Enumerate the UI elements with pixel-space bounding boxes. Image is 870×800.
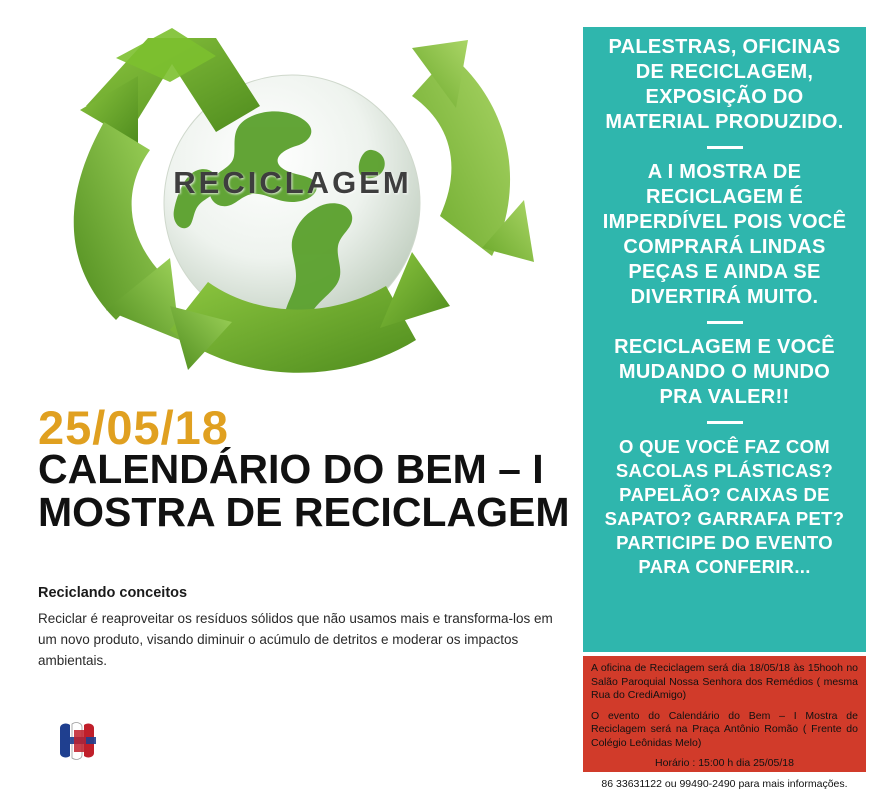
event-date: 25/05/18 (38, 401, 229, 454)
teal-block-2: A I MOSTRA DE RECICLAGEM É IMPERDÍVEL POIS VOCÊ COMPRARÁ LINDAS PEÇAS E AINDA SE DIVERTIRÁ MUITO. (602, 161, 847, 308)
red-para-4: 86 33631122 ou 99490-2490 para mais informações. (601, 777, 848, 790)
recycle-label: RECICLAGEM (173, 165, 412, 200)
page-title: CALENDÁRIO DO BEM – I MOSTRA DE RECICLAGEM (38, 446, 570, 535)
red-para-2: O evento do Calendário do Bem – I Mostra de Reciclagem será na Praça Antônio Romão ( Frente do Colégio Leônidas Melo) (591, 709, 858, 749)
right-column (583, 27, 866, 790)
divider (707, 146, 743, 149)
organization-emblem (56, 722, 102, 762)
divider (707, 321, 743, 324)
red-para-1: A oficina de Reciclagem será dia 18/05/18 às 15hooh no Salão Paroquial Nossa Senhora dos Remédios ( mesma Rua do CrediAmigo) (591, 662, 858, 701)
teal-block-1: PALESTRAS, OFICINAS DE RECICLAGEM, EXPOSIÇÃO DO MATERIAL PRODUZIDO. (605, 36, 844, 133)
recycle-icon (20, 10, 565, 395)
red-para-3: Horário : 15:00 h dia 25/05/18 (655, 757, 794, 769)
teal-info-panel (583, 27, 866, 652)
section-body-text: Reciclar é reaproveitar os resíduos sólidos que não usamos mais e transforma-los em um novo produto, visando diminuir o acúmulo de detritos e moderar os impactos ambientais. (38, 611, 553, 668)
teal-block-4: O QUE VOCÊ FAZ COM SACOLAS PLÁSTICAS? PAPELÃO? CAIXAS DE SAPATO? GARRAFA PET? PARTICIPE DO EVENTO PARA CONFERIR... (604, 436, 845, 577)
red-details-panel (583, 656, 866, 790)
recycle-logo-area (20, 10, 565, 395)
section-subhead: Reciclando conceitos (38, 585, 188, 601)
divider (707, 421, 743, 424)
teal-block-3: RECICLAGEM E VOCÊ MUDANDO O MUNDO PRA VALER!! (614, 336, 835, 408)
